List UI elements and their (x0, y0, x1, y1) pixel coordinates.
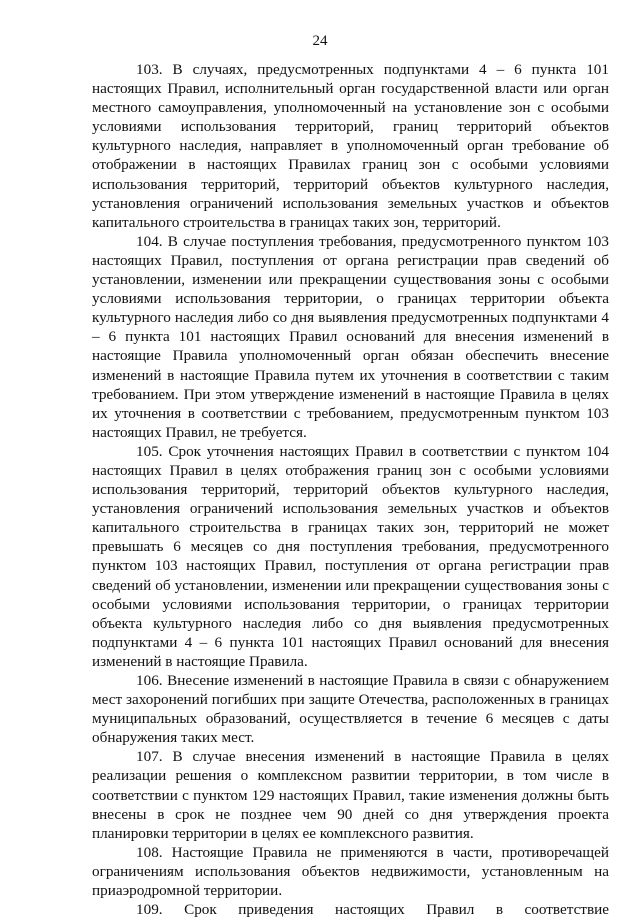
paragraph-107: 107. В случае внесения изменений в настоящие Правила в целях реализации решения о комплексном развитии территории, в том числе в соответствии с пунктом 129 настоящих Правил, такие изменения должны быть внесены в срок не позднее чем 90 дней со дня утверждения проекта планировки территории в целях ее комплексного развития. (92, 748, 609, 842)
paragraph-103: 103. В случаях, предусмотренных подпунктами 4 – 6 пункта 101 настоящих Правил, исполнительный орган государственной власти или орган местного самоуправления, уполномоченный на установление зон с особыми условиями использования территорий, границ территорий объектов культурного наследия, направляет в уполномоченный орган требование об отображении в настоящих Правилах границ зон с особыми условиями использования территорий, территорий объектов культурного наследия, установления ограничений использования земельных участков и объектов капитального строительства в границах таких зон, территорий. (92, 61, 609, 231)
paragraph-108: 108. Настоящие Правила не применяются в части, противоречащей ограничениям использования объектов недвижимости, установленным на приаэродромной территории. (92, 843, 609, 900)
paragraph-105: 105. Срок уточнения настоящих Правил в соответствии с пунктом 104 настоящих Правил в целях отображения границ зон с особыми условиями использования территорий, территорий объектов культурного наследия, установления ограничений использования земельных участков и объектов капитального строительства в границах таких зон, территорий не может превышать 6 месяцев со дня поступления требования, предусмотренного пунктом 103 настоящих Правил, поступления от органа регистрации прав сведений об установлении, изменении или прекращении существования зоны с особыми условиями использования территории, о границах территории объекта культурного наследия либо со дня выявления предусмотренных подпунктами 4 – 6 пункта 101 настоящих Правил оснований для внесения изменений в настоящие Правила. (92, 442, 609, 670)
paragraph-109: 109. Срок приведения настоящих Правил в соответствие (136, 901, 609, 919)
document-body (92, 60, 609, 919)
paragraph-106: 106. Внесение изменений в настоящие Правила в связи с обнаружением мест захоронений погибших при защите Отечества, расположенных в границах муниципальных образований, осуществляется в течение 6 месяцев с даты обнаружения таких мест. (92, 672, 609, 747)
paragraph-104: 104. В случае поступления требования, предусмотренного пунктом 103 настоящих Правил, поступления от органа регистрации прав сведений об установлении, изменении или прекращении существования зоны с особыми условиями использования территории, о границах территории объекта культурного наследия либо со дня выявления предусмотренных подпунктами 4 – 6 пункта 101 настоящих Правил оснований для внесения изменений в настоящие Правила уполномоченный орган обязан обеспечить внесение изменений в настоящие Правила путем их уточнения в соответствии с таким требованием. При этом утверждение изменений в настоящие Правила в целях их уточнения в соответствии с требованием, предусмотренным пунктом 103 настоящих Правил, не требуется. (92, 232, 609, 441)
page-number: 24 (312, 33, 328, 49)
